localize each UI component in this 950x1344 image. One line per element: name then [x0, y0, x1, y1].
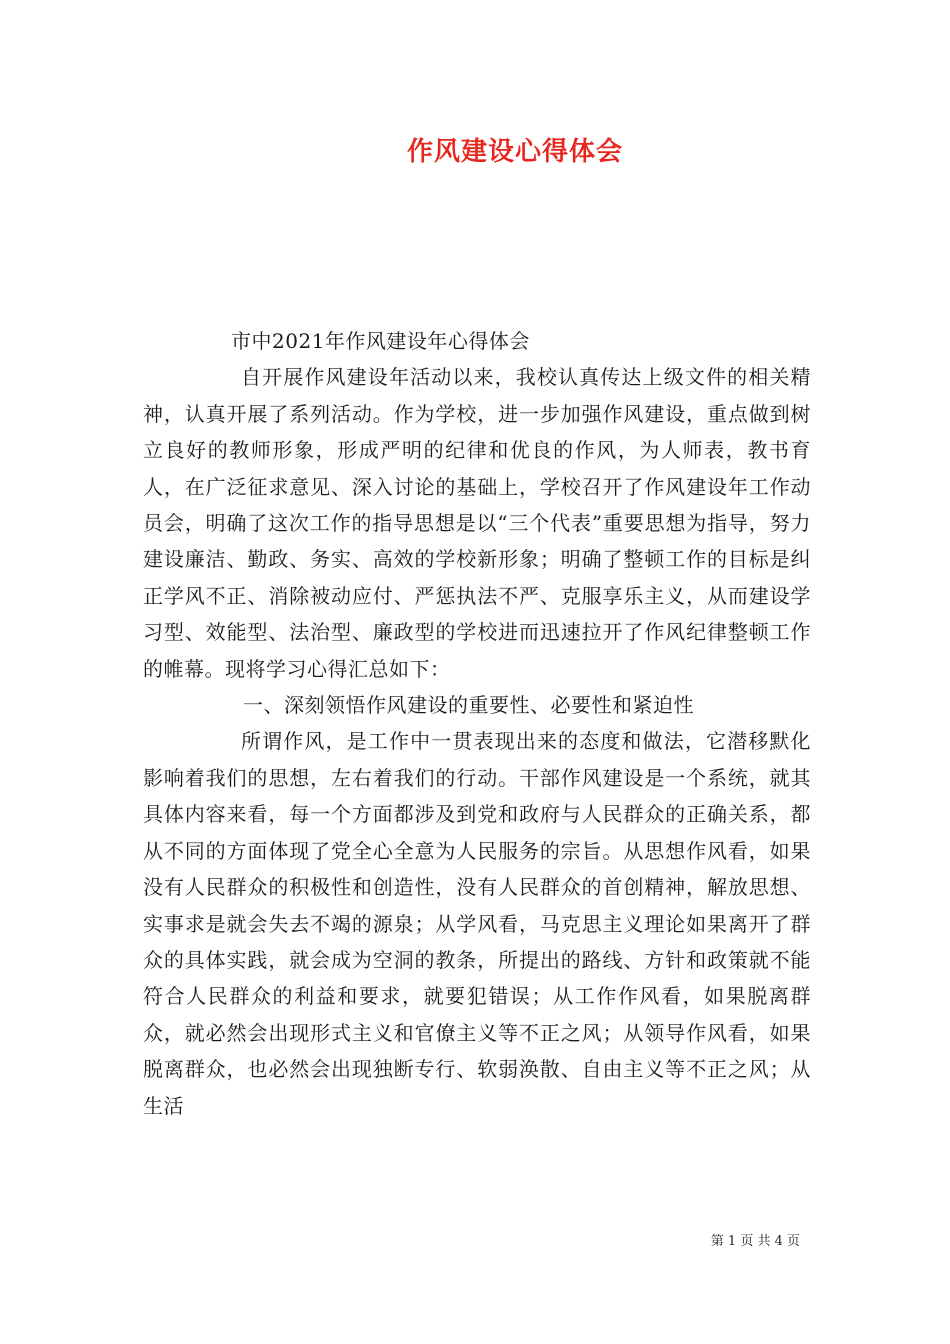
section-heading-1: 一、深刻领悟作风建设的重要性、必要性和紧迫性	[243, 693, 694, 718]
document-subtitle: 市中2021年作风建设年心得体会	[231, 329, 530, 353]
document-title: 作风建设心得体会	[406, 137, 623, 167]
paragraph-section-1: 所谓作风，是工作中一贯表现出来的态度和做法，它潜移默化影响着我们的思想，左右着我们的行动。干部作风建设是一个系统，就其具体内容来看，每一个方面都涉及到党和政府与人民群众的正确关系，都从不同的方面体现了党全心全意为人民服务的宗旨。从思想作风看，如果没有人民群众的积极性和创造性，没有人民群众的首创精神，解放思想、实事求是就会失去不竭的源泉；从学风看，马克思主义理论如果离开了群众的具体实践，就会成为空洞的教条，所提出的路线、方针和政策就不能符合人民群众的利益和要求，就要犯错误；从工作作风看，如果脱离群众，就必然会出现形式主义和官僚主义等不正之风；从领导作风看，如果脱离群众，也必然会出现独断专行、软弱涣散、自由主义等不正之风；从生活	[143, 729, 811, 1118]
page-footer: 第 1 页 共 4 页	[710, 1234, 800, 1249]
document-body	[143, 323, 811, 1124]
paragraph-intro: 自开展作风建设年活动以来，我校认真传达上级文件的相关精神，认真开展了系列活动。作为学校，进一步加强作风建设，重点做到树立良好的教师形象，形成严明的纪律和优良的作风，为人师表，教书育人，在广泛征求意见、深入讨论的基础上，学校召开了作风建设年工作动员会，明确了这次工作的指导思想是以“三个代表”重要思想为指导，努力建设廉洁、勤政、务实、高效的学校新形象；明确了整顿工作的目标是纠正学风不正、消除被动应付、严惩执法不严、克服享乐主义，从而建设学习型、效能型、法治型、廉政型的学校进而迅速拉开了作风纪律整顿工作的帷幕。现将学习心得汇总如下：	[143, 365, 811, 681]
